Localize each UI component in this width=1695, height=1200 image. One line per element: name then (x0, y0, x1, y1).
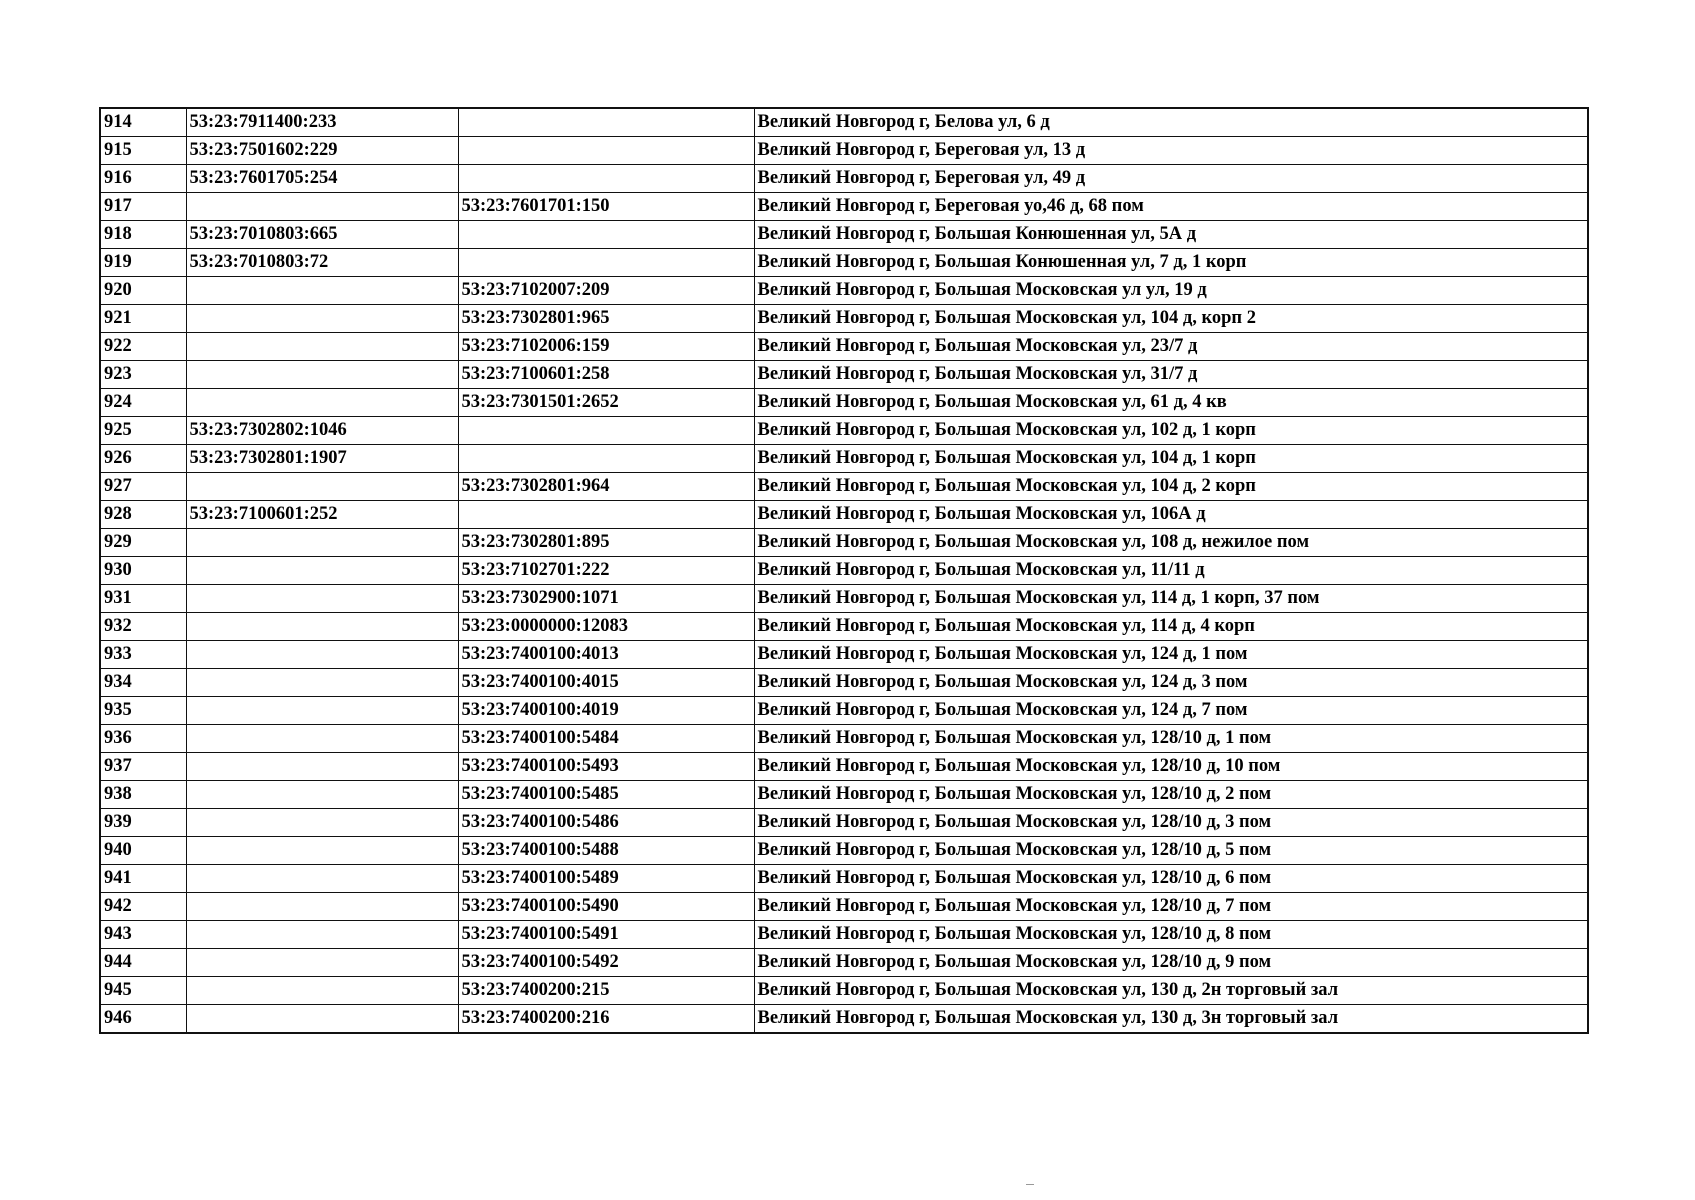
registry-table-body (100, 108, 1588, 1033)
room-cadastral-number-cell: 53:23:7102007:209 (458, 277, 754, 305)
row-number-cell: 932 (100, 613, 186, 641)
row-number-cell: 918 (100, 221, 186, 249)
room-cadastral-number-cell (458, 501, 754, 529)
row-number-cell: 929 (100, 529, 186, 557)
table-row (100, 893, 1588, 921)
table-row (100, 669, 1588, 697)
cadastral-number-cell: 53:23:7010803:72 (186, 249, 458, 277)
cadastral-number-cell (186, 1005, 458, 1034)
room-cadastral-number-cell: 53:23:7400100:5490 (458, 893, 754, 921)
row-number-cell: 919 (100, 249, 186, 277)
table-row (100, 753, 1588, 781)
address-cell: Великий Новгород г, Большая Московская ул, 102 д, 1 корп (754, 417, 1588, 445)
cadastral-number-cell: 53:23:7302802:1046 (186, 417, 458, 445)
table-row (100, 249, 1588, 277)
table-row (100, 501, 1588, 529)
cadastral-number-cell (186, 473, 458, 501)
cadastral-number-cell (186, 305, 458, 333)
cadastral-number-cell (186, 949, 458, 977)
address-cell: Великий Новгород г, Береговая ул, 13 д (754, 137, 1588, 165)
table-row (100, 361, 1588, 389)
address-cell: Великий Новгород г, Большая Московская ул, 106А д (754, 501, 1588, 529)
table-row (100, 165, 1588, 193)
row-number-cell: 928 (100, 501, 186, 529)
row-number-cell: 923 (100, 361, 186, 389)
cadastral-number-cell: 53:23:7100601:252 (186, 501, 458, 529)
room-cadastral-number-cell: 53:23:7100601:258 (458, 361, 754, 389)
cadastral-number-cell (186, 361, 458, 389)
address-cell: Великий Новгород г, Большая Московская ул, 128/10 д, 2 пом (754, 781, 1588, 809)
table-row (100, 473, 1588, 501)
table-row (100, 221, 1588, 249)
table-row (100, 108, 1588, 137)
address-cell: Великий Новгород г, Большая Московская ул, 128/10 д, 3 пом (754, 809, 1588, 837)
cadastral-number-cell (186, 277, 458, 305)
page-footer-mark (1026, 1184, 1034, 1185)
room-cadastral-number-cell: 53:23:7400200:215 (458, 977, 754, 1005)
row-number-cell: 924 (100, 389, 186, 417)
row-number-cell: 927 (100, 473, 186, 501)
address-cell: Великий Новгород г, Большая Московская ул, 124 д, 7 пом (754, 697, 1588, 725)
address-cell: Великий Новгород г, Большая Московская ул, 128/10 д, 8 пом (754, 921, 1588, 949)
row-number-cell: 930 (100, 557, 186, 585)
table-row (100, 585, 1588, 613)
address-cell: Великий Новгород г, Большая Московская ул, 130 д, 2н торговый зал (754, 977, 1588, 1005)
room-cadastral-number-cell (458, 417, 754, 445)
row-number-cell: 934 (100, 669, 186, 697)
row-number-cell: 938 (100, 781, 186, 809)
room-cadastral-number-cell (458, 165, 754, 193)
row-number-cell: 943 (100, 921, 186, 949)
room-cadastral-number-cell: 53:23:7400100:5493 (458, 753, 754, 781)
address-cell: Великий Новгород г, Большая Московская ул, 128/10 д, 9 пом (754, 949, 1588, 977)
cadastral-number-cell (186, 753, 458, 781)
row-number-cell: 915 (100, 137, 186, 165)
address-cell: Великий Новгород г, Большая Московская ул, 108 д, нежилое пом (754, 529, 1588, 557)
table-row (100, 921, 1588, 949)
cadastral-number-cell (186, 641, 458, 669)
row-number-cell: 926 (100, 445, 186, 473)
address-cell: Великий Новгород г, Большая Московская ул, 11/11 д (754, 557, 1588, 585)
row-number-cell: 939 (100, 809, 186, 837)
address-cell: Великий Новгород г, Большая Московская ул, 61 д, 4 кв (754, 389, 1588, 417)
cadastral-number-cell (186, 837, 458, 865)
table-row (100, 333, 1588, 361)
address-cell: Великий Новгород г, Большая Московская ул, 128/10 д, 7 пом (754, 893, 1588, 921)
row-number-cell: 942 (100, 893, 186, 921)
address-cell: Великий Новгород г, Большая Московская ул, 128/10 д, 5 пом (754, 837, 1588, 865)
row-number-cell: 914 (100, 108, 186, 137)
row-number-cell: 936 (100, 725, 186, 753)
row-number-cell: 945 (100, 977, 186, 1005)
row-number-cell: 946 (100, 1005, 186, 1034)
room-cadastral-number-cell: 53:23:7400100:5489 (458, 865, 754, 893)
table-row (100, 641, 1588, 669)
room-cadastral-number-cell (458, 108, 754, 137)
cadastral-number-cell (186, 389, 458, 417)
address-cell: Великий Новгород г, Береговая уо,46 д, 68 пом (754, 193, 1588, 221)
room-cadastral-number-cell: 53:23:7400100:5488 (458, 837, 754, 865)
cadastral-number-cell: 53:23:7501602:229 (186, 137, 458, 165)
table-row (100, 417, 1588, 445)
row-number-cell: 921 (100, 305, 186, 333)
table-row (100, 389, 1588, 417)
room-cadastral-number-cell: 53:23:7400100:4013 (458, 641, 754, 669)
room-cadastral-number-cell (458, 445, 754, 473)
room-cadastral-number-cell (458, 249, 754, 277)
cadastral-number-cell (186, 333, 458, 361)
table-row (100, 137, 1588, 165)
address-cell: Великий Новгород г, Большая Московская ул, 104 д, корп 2 (754, 305, 1588, 333)
row-number-cell: 920 (100, 277, 186, 305)
table-row (100, 529, 1588, 557)
table-row (100, 613, 1588, 641)
address-cell: Великий Новгород г, Большая Московская ул ул, 19 д (754, 277, 1588, 305)
address-cell: Великий Новгород г, Белова ул, 6 д (754, 108, 1588, 137)
address-cell: Великий Новгород г, Большая Московская ул, 124 д, 1 пом (754, 641, 1588, 669)
room-cadastral-number-cell: 53:23:7400100:5486 (458, 809, 754, 837)
cadastral-number-cell (186, 809, 458, 837)
row-number-cell: 933 (100, 641, 186, 669)
address-cell: Великий Новгород г, Большая Конюшенная ул, 5А д (754, 221, 1588, 249)
address-cell: Великий Новгород г, Большая Московская ул, 104 д, 2 корп (754, 473, 1588, 501)
cadastral-number-cell (186, 613, 458, 641)
cadastral-number-cell (186, 585, 458, 613)
room-cadastral-number-cell (458, 221, 754, 249)
address-cell: Великий Новгород г, Большая Московская ул, 128/10 д, 10 пом (754, 753, 1588, 781)
table-row (100, 305, 1588, 333)
cadastral-number-cell (186, 893, 458, 921)
row-number-cell: 937 (100, 753, 186, 781)
registry-table (99, 107, 1589, 1034)
cadastral-number-cell (186, 977, 458, 1005)
table-row (100, 781, 1588, 809)
room-cadastral-number-cell: 53:23:7102006:159 (458, 333, 754, 361)
room-cadastral-number-cell: 53:23:7302801:965 (458, 305, 754, 333)
room-cadastral-number-cell: 53:23:7400100:5485 (458, 781, 754, 809)
cadastral-number-cell (186, 725, 458, 753)
cadastral-number-cell (186, 669, 458, 697)
room-cadastral-number-cell: 53:23:7302801:964 (458, 473, 754, 501)
row-number-cell: 940 (100, 837, 186, 865)
room-cadastral-number-cell: 53:23:7400100:4019 (458, 697, 754, 725)
room-cadastral-number-cell: 53:23:7400200:216 (458, 1005, 754, 1034)
table-row (100, 725, 1588, 753)
room-cadastral-number-cell: 53:23:7400100:5484 (458, 725, 754, 753)
address-cell: Великий Новгород г, Большая Московская ул, 130 д, 3н торговый зал (754, 1005, 1588, 1034)
cadastral-number-cell: 53:23:7601705:254 (186, 165, 458, 193)
address-cell: Великий Новгород г, Береговая ул, 49 д (754, 165, 1588, 193)
cadastral-number-cell (186, 557, 458, 585)
cadastral-number-cell: 53:23:7302801:1907 (186, 445, 458, 473)
table-row (100, 557, 1588, 585)
row-number-cell: 917 (100, 193, 186, 221)
cadastral-number-cell: 53:23:7911400:233 (186, 108, 458, 137)
row-number-cell: 941 (100, 865, 186, 893)
address-cell: Великий Новгород г, Большая Московская ул, 104 д, 1 корп (754, 445, 1588, 473)
cadastral-number-cell (186, 529, 458, 557)
table-row (100, 193, 1588, 221)
table-row (100, 809, 1588, 837)
room-cadastral-number-cell: 53:23:7601701:150 (458, 193, 754, 221)
cadastral-number-cell (186, 865, 458, 893)
row-number-cell: 916 (100, 165, 186, 193)
room-cadastral-number-cell (458, 137, 754, 165)
room-cadastral-number-cell: 53:23:7102701:222 (458, 557, 754, 585)
row-number-cell: 944 (100, 949, 186, 977)
table-row (100, 837, 1588, 865)
table-row (100, 977, 1588, 1005)
address-cell: Великий Новгород г, Большая Московская ул, 128/10 д, 1 пом (754, 725, 1588, 753)
address-cell: Великий Новгород г, Большая Московская ул, 114 д, 1 корп, 37 пом (754, 585, 1588, 613)
cadastral-number-cell (186, 781, 458, 809)
table-row (100, 1005, 1588, 1034)
table-row (100, 445, 1588, 473)
table-row (100, 865, 1588, 893)
cadastral-number-cell (186, 193, 458, 221)
table-row (100, 277, 1588, 305)
table-row (100, 697, 1588, 725)
address-cell: Великий Новгород г, Большая Московская ул, 128/10 д, 6 пом (754, 865, 1588, 893)
cadastral-number-cell: 53:23:7010803:665 (186, 221, 458, 249)
row-number-cell: 922 (100, 333, 186, 361)
row-number-cell: 931 (100, 585, 186, 613)
row-number-cell: 935 (100, 697, 186, 725)
room-cadastral-number-cell: 53:23:7301501:2652 (458, 389, 754, 417)
room-cadastral-number-cell: 53:23:7302801:895 (458, 529, 754, 557)
address-cell: Великий Новгород г, Большая Московская ул, 31/7 д (754, 361, 1588, 389)
address-cell: Великий Новгород г, Большая Конюшенная ул, 7 д, 1 корп (754, 249, 1588, 277)
room-cadastral-number-cell: 53:23:7400100:4015 (458, 669, 754, 697)
room-cadastral-number-cell: 53:23:7400100:5491 (458, 921, 754, 949)
room-cadastral-number-cell: 53:23:7302900:1071 (458, 585, 754, 613)
cadastral-number-cell (186, 697, 458, 725)
address-cell: Великий Новгород г, Большая Московская ул, 114 д, 4 корп (754, 613, 1588, 641)
cadastral-number-cell (186, 921, 458, 949)
address-cell: Великий Новгород г, Большая Московская ул, 23/7 д (754, 333, 1588, 361)
table-row (100, 949, 1588, 977)
room-cadastral-number-cell: 53:23:0000000:12083 (458, 613, 754, 641)
room-cadastral-number-cell: 53:23:7400100:5492 (458, 949, 754, 977)
row-number-cell: 925 (100, 417, 186, 445)
address-cell: Великий Новгород г, Большая Московская ул, 124 д, 3 пом (754, 669, 1588, 697)
